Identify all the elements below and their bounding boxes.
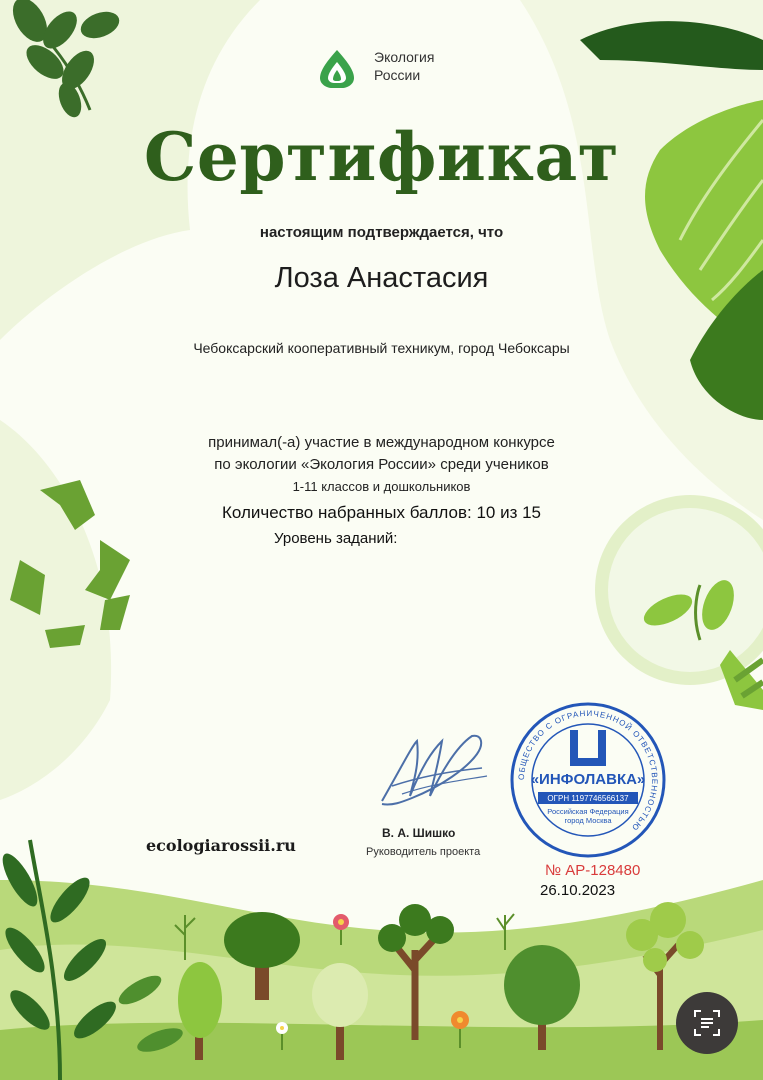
stamp-ring-text: ОБЩЕСТВО С ОГРАНИЧЕННОЙ ОТВЕТСТВЕННОСТЬЮ bbox=[516, 708, 660, 833]
signer-role: Руководитель проекта bbox=[366, 846, 481, 858]
description-line: 1-11 классов и дошкольников bbox=[292, 479, 471, 494]
description-line: принимал(-а) участие в международном конкурсе bbox=[208, 434, 555, 451]
certificate-number: № АР-128480 bbox=[545, 862, 641, 879]
stamp-country: Российская Федерация bbox=[547, 807, 629, 816]
logo-line1: Экология bbox=[374, 49, 435, 65]
stamp-ogrn: ОГРН 1197746566137 bbox=[547, 794, 629, 803]
stamp-city: город Москва bbox=[564, 816, 612, 825]
logo-line2: России bbox=[374, 67, 421, 83]
score: Количество набранных баллов: 10 из 15 bbox=[221, 503, 542, 522]
logo bbox=[316, 44, 466, 94]
stamp-emblem-icon bbox=[570, 730, 606, 766]
description bbox=[0, 432, 763, 498]
scan-text-button[interactable] bbox=[676, 992, 738, 1054]
signature bbox=[372, 726, 492, 816]
certificate-subtitle: настоящим подтверждается, что bbox=[259, 224, 504, 241]
signer-name: В. А. Шишко bbox=[382, 826, 456, 840]
recipient-name: Лоза Анастасия bbox=[274, 262, 489, 294]
website-link[interactable]: ecologiarossii.ru bbox=[146, 836, 296, 855]
logo-leaf-icon bbox=[316, 48, 358, 90]
stamp bbox=[508, 700, 668, 860]
logo-text bbox=[374, 48, 434, 84]
certificate-title: Сертификат bbox=[143, 118, 620, 196]
stamp-name: «ИНФОЛАВКА» bbox=[530, 771, 646, 788]
organization: Чебоксарский кооперативный техникум, город Чебоксары bbox=[193, 340, 570, 356]
scan-text-icon bbox=[693, 1009, 721, 1037]
description-line: по экологии «Экология России» среди учеников bbox=[214, 456, 549, 473]
certificate-date: 26.10.2023 bbox=[540, 882, 616, 899]
lightbulb-icon bbox=[595, 495, 763, 710]
task-level: Уровень заданий: bbox=[274, 530, 398, 547]
